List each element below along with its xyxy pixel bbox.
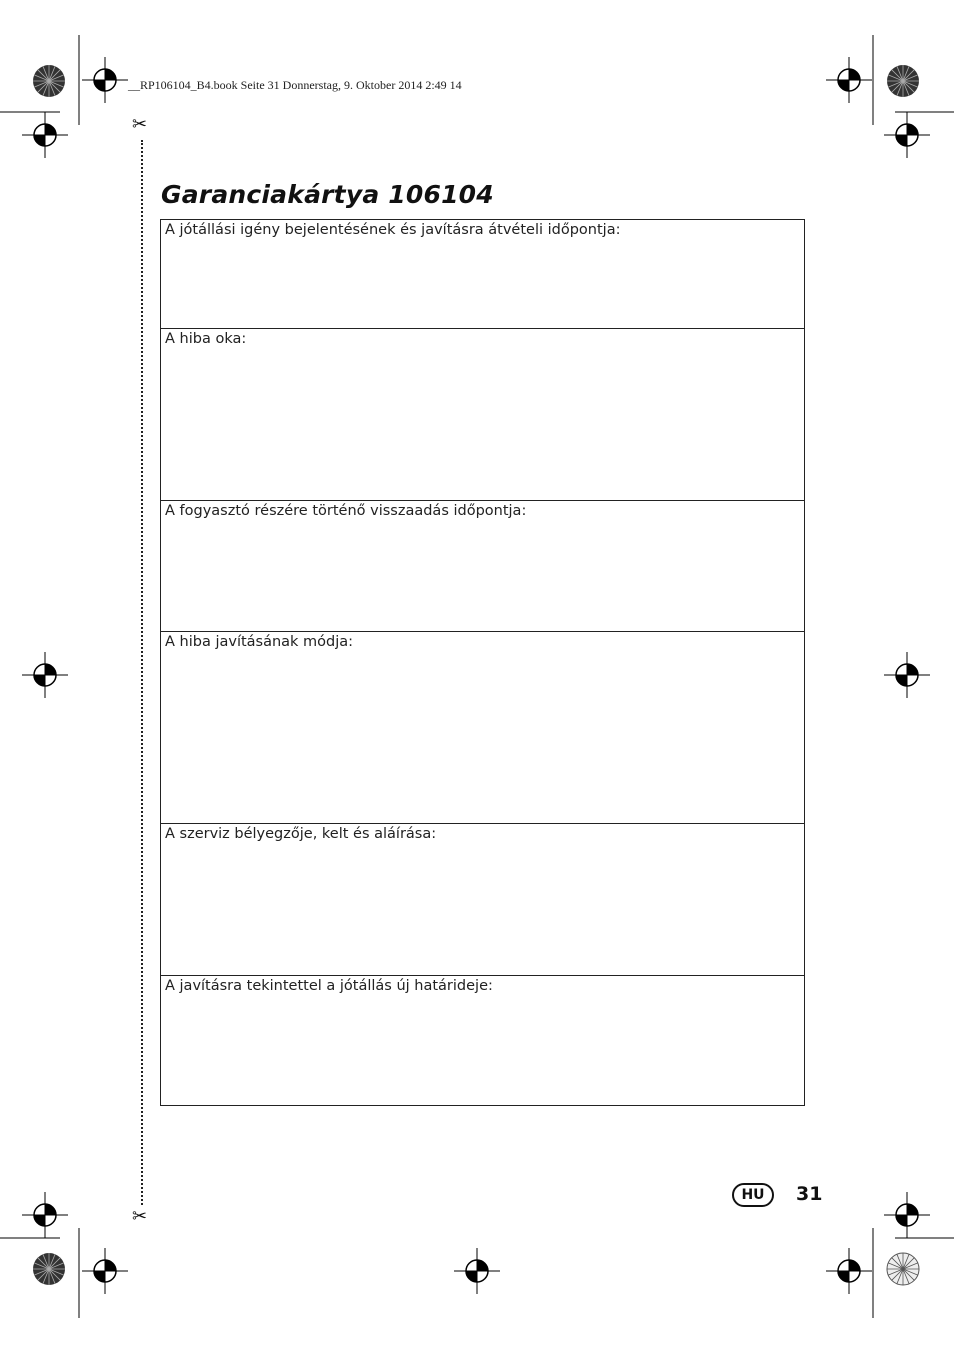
form-label: A fogyasztó részére történő visszaadás időpontja: <box>165 503 527 519</box>
registration-mark-right-middle <box>884 652 930 698</box>
starburst-mark-bottom-right <box>886 1252 920 1286</box>
language-badge: HU <box>732 1183 774 1207</box>
form-row-new-deadline <box>161 976 805 1106</box>
registration-mark-right-upper <box>884 112 930 158</box>
registration-mark-bottom-left <box>82 1248 128 1294</box>
form-row-receipt-date <box>161 220 805 329</box>
form-cell-return-date[interactable] <box>161 501 805 632</box>
starburst-mark-bottom-left <box>32 1252 66 1286</box>
form-row-return-date <box>161 501 805 632</box>
scissors-icon: ✂ <box>132 1206 148 1227</box>
form-row-repair-method <box>161 632 805 824</box>
form-cell-new-deadline[interactable] <box>161 976 805 1106</box>
registration-mark-top-right <box>826 57 872 103</box>
form-row-service-stamp <box>161 824 805 976</box>
page-title: Garanciakártya 106104 <box>161 180 494 209</box>
page-number: 31 <box>796 1183 823 1205</box>
warranty-form <box>160 219 805 1106</box>
form-label: A szerviz bélyegzője, kelt és aláírása: <box>165 826 437 842</box>
print-header: __RP106104_B4.book Seite 31 Donnerstag, 9. Oktober 2014 2:49 14 <box>128 78 462 92</box>
registration-mark-left-lower <box>22 1192 68 1238</box>
registration-mark-top-left <box>82 57 128 103</box>
form-cell-receipt-date[interactable] <box>161 220 805 329</box>
registration-mark-bottom-center <box>454 1248 500 1294</box>
form-cell-service-stamp[interactable] <box>161 824 805 976</box>
form-label: A hiba oka: <box>165 331 247 347</box>
form-cell-repair-method[interactable] <box>161 632 805 824</box>
form-cell-fault-cause[interactable] <box>161 329 805 501</box>
starburst-mark-top-left <box>32 64 66 98</box>
form-label: A jótállási igény bejelentésének és javításra átvételi időpontja: <box>165 222 621 238</box>
registration-mark-left-upper <box>22 112 68 158</box>
cut-line <box>141 140 143 1205</box>
form-label: A javításra tekintettel a jótállás új határideje: <box>165 978 493 994</box>
registration-mark-left-middle <box>22 652 68 698</box>
registration-mark-right-lower <box>884 1192 930 1238</box>
scissors-icon: ✂ <box>132 114 148 135</box>
starburst-mark-top-right <box>886 64 920 98</box>
registration-mark-bottom-right <box>826 1248 872 1294</box>
form-row-fault-cause <box>161 329 805 501</box>
form-label: A hiba javításának módja: <box>165 634 354 650</box>
